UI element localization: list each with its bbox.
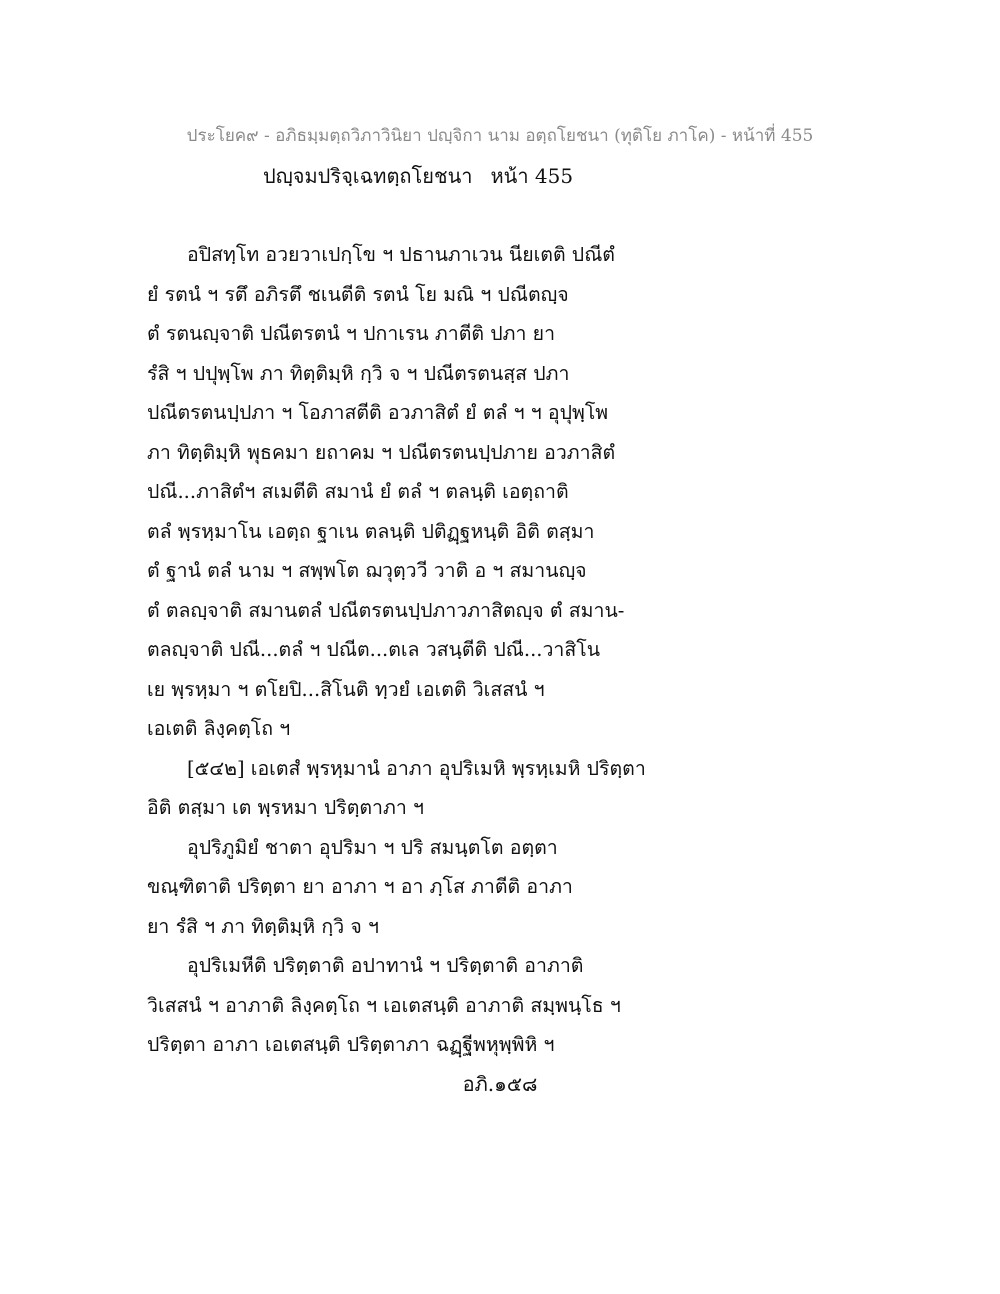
text-line: อปิสทฺโท อวยวาเปกฺโข ฯ ปธานภาเวน นียเตติ ปณีตํ	[187, 243, 615, 266]
text-line: อุปริเมหีติ ปริตฺตาติ อปาทานํ ฯ ปริตฺตาติ อาภาติ	[187, 954, 584, 977]
text-line: ตํ รตนญฺจาติ ปณีตรตนํ ฯ ปกาเรน ภาตีติ ปภา ยา	[147, 322, 556, 345]
section-heading	[263, 160, 573, 192]
text-line: ตํ ฐานํ ตลํ นาม ฯ สพฺพโต ฌวุตฺววี วาติ อ ฯ สมานญฺจ	[147, 559, 587, 582]
text-line: ยา รํสิ ฯ ภา ทิตฺติมฺหิ กฺวิ จ ฯ	[147, 914, 379, 938]
text-line: เอเตติ ลิงฺคตฺโถ ฯ	[147, 717, 291, 740]
text-line: ตลญฺจาติ ปณี...ตลํ ฯ ปณีต...ตเล วสนฺตีติ ปณี...วาสิโน	[147, 638, 601, 661]
text-line: ยํ รตนํ ฯ รตึ อภิรตึ ชเนตีติ รตนํ โย มณิ ฯ ปณีตญฺจ	[147, 282, 569, 306]
text-line: ตลํ พฺรหฺมาโน เอตฺถ ฐาเน ตลนฺติ ปติฏฺฐหนฺติ อิติ ตสฺมา	[147, 519, 595, 543]
text-line: ปริตฺตา อาภา เอเตสนฺติ ปริตฺตาภา ฉฏฺฐีพหุพฺพิหิ ฯ	[147, 1033, 555, 1056]
text-line: อุปริภูมิยํ ชาตา อุปริมา ฯ ปริ สมนฺตโต อตฺตา	[187, 835, 558, 859]
body-text	[147, 235, 847, 1065]
text-line: ภา ทิตฺติมฺหิ พุธคมา ยถาคม ฯ ปณีตรตนปฺปภาย อวภาสิตํ	[147, 440, 616, 464]
text-line: [๕๔๒] เอเตสํ พฺรหฺมานํ อาภา อุปริเมหิ พฺรหฺเมหิ ปริตฺตา	[187, 756, 646, 780]
text-line: เย พฺรหฺมา ฯ ตโยปิ...สิโนติ ทฺวยํ เอเตติ วิเสสนํ ฯ	[147, 677, 545, 701]
page-footer: อภิ.๑๕๘	[462, 1072, 538, 1096]
section-title: ปญฺจมปริจฺเฉทตฺถโยชนา	[263, 164, 473, 188]
section-page-number: หน้า 455	[490, 164, 574, 188]
running-header: ประโยค๙ - อภิธมฺมตฺถวิภาวินิยา ปญฺจิกา นาม อตฺถโยชนา (ทุติโย ภาโค) - หน้าที่ 455	[186, 126, 814, 146]
text-line: ตํ ตลญฺจาติ สมานตลํ ปณีตรตนปฺปภาวภาสิตญฺจ ตํ สมาน-	[147, 598, 625, 622]
text-line: รํสิ ฯ ปปุพฺโพ ภา ทิตฺติมฺหิ กฺวิ จ ฯ ปณีตรตนสฺส ปภา	[147, 361, 570, 385]
text-line: ปณีตรตนปฺปภา ฯ โอภาสตีติ อวภาสิตํ ยํ ตลํ ฯ ฯ อุปุพฺโพ	[147, 401, 609, 424]
text-line: ปณี...ภาสิตํฯ สเมตีติ สมานํ ยํ ตลํ ฯ ตลนฺติ เอตฺถาติ	[147, 480, 569, 503]
text-line: วิเสสนํ ฯ อาภาติ ลิงฺคตฺโถ ฯ เอเตสนฺติ อาภาติ สมฺพนฺโธ ฯ	[147, 993, 621, 1017]
text-line: ขณฺฑิตาติ ปริตฺตา ยา อาภา ฯ อา ภฺโส ภาตีติ อาภา	[147, 875, 573, 898]
text-line: อิติ ตสฺมา เต พฺรหมา ปริตฺตาภา ฯ	[147, 796, 424, 819]
